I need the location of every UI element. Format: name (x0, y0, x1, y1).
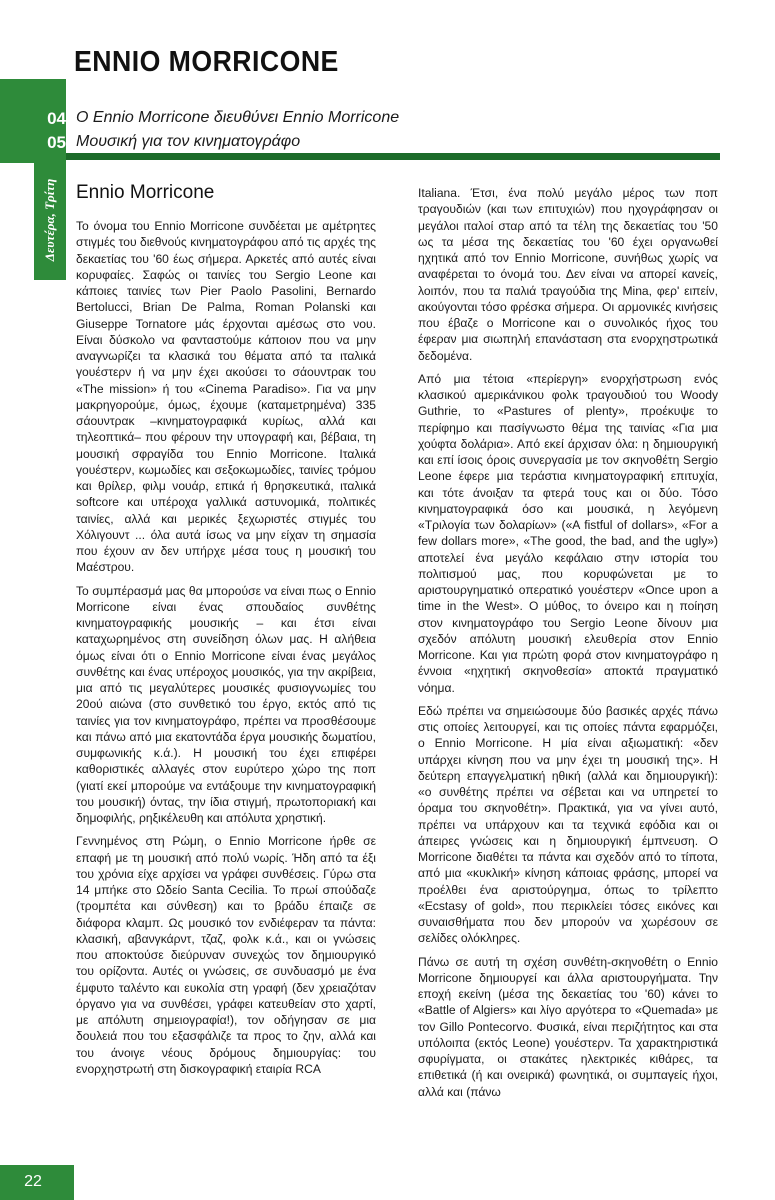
paragraph: Italiana. Έτσι, ένα πολύ μεγάλο μέρος των ποπ τραγουδιών (και των επιτυχιών) που ηχογράφησαν οι μεγάλοι ιταλοί σταρ από τα τέλη της δεκαετίας του '50 ως τα μέσα της δεκαετίας του '60 έχει οργανωθεί ηχητικά από τον Ennio Morricone, συνήθως χωρίς να αναφέρεται το όνομά του. Δεν είναι να απορεί κανείς, λοιπόν, που τα παλιά τραγούδια της Mina, φερ' ειπείν, ακούγονται τόσο φρέσκα σήμερα. Οι αρμονικές κινήσεις που έβαζε ο Morricone και ο συνολικός ήχος του έφεραν μια σιωπηλή επανάσταση στα ενορχηστρωτικά δεδομένα. (418, 186, 718, 363)
paragraph: Από μια τέτοια «περίεργη» ενορχήστρωση ενός κλασικού αμερικάνικου φολκ τραγουδιού του Woody Guthrie, το «Pastures of plenty», προέκυψε το περίφημο και πασίγνωστο θέμα της ταινίας «Για μια χούφτα δολάρια». Από εκεί άρχισαν όλα: η δημιουργική και επί ίσοις όροις συνεργασία με τον σκηνοθέτη Sergio Leone έφερε μια τεράστια κινηματογραφική επιτυχία, και τότε άνοιξαν τα φτερά τους και οι δύο. Τόσο κινηματογραφικά όσο και μουσικά, η λεγόμενη «Τριλογία των δολαρίων» («A fistful of dollars», «For a few dollars more», «The good, the bad, and the ugly») αποτελεί ένα μεγάλο κεφάλαιο στην ιστορία του πολιτισμού μας, που κορυφώνεται με το αριστουργηματικό οπερατικό γουέστερν «Once upon a time in the West». Ο μύθος, το όνειρο και η ποίηση στον κινηματογράφο του Sergio Leone δίνουν μια σχεδόν απόλυτη μουσική ελευθερία στον Ennio Morricone. Και για πρώτη φορά στον κινηματογράφο η έννοια «ηχητική σκηνοθεσία» αποκτά πραγματικό νόημα. (418, 371, 718, 695)
page-number: 22 (24, 1173, 42, 1190)
program-subtitle-first: Ο Ennio Morricone διευθύνει Ennio Morricone (76, 109, 400, 126)
day-number-second: 05 (47, 133, 66, 152)
paragraph: Πάνω σε αυτή τη σχέση συνθέτη-σκηνοθέτη ο Ennio Morricone δημιουργεί και άλλα αριστουργήματα. Την εποχή εκείνη (μέσα της δεκαετίας του '60) κάνει το «Battle of Algiers» και λίγο αργότερα το «Quemada» με τον Gillo Pontecorvo. Φυσικά, είναι περιζήτητος και στα υπόλοιπα (εκτός Leone) γουέστερν. Τα χαρακτηριστικά σφυρίγματα, οι στακάτες ηλεκτρικές κιθάρες, τα επιθετικά (ή και ονειρικά) φωνητικά, οι συμπαγείς ήχοι, αλλά και (πάνω (418, 954, 718, 1099)
article-title: Ennio Morricone (76, 182, 215, 203)
article-column-right (418, 185, 718, 1107)
paragraph: Γεννημένος στη Ρώμη, ο Ennio Morricone ήρθε σε επαφή με τη μουσική από πολύ νωρίς. Ήδη από τα έξι του χρόνια είχε αρχίσει να γράφει συνθέσεις. Γύρω στα 14 μπήκε στο Ωδείο Santa Cecilia. Το πρωί σπούδαζε (τρομπέτα και σύνθεση) και το βράδυ έπαιζε σε διάφορα κλαμπ. Ως μουσικό τον ενδιέφεραν τα πάντα: κλασική, αβανγκάρντ, τζαζ, φολκ κ.ά., και οι γνώσεις που αποκτούσε διεύρυναν συνεχώς τον δημιουργικό του ορίζοντα. Αυτές οι γνώσεις, σε συνδυασμό με ένα έμφυτο ταλέντο και ευκολία στη γραφή (δεν χρειαζόταν όργανο για να συνθέσει, γράφει κατευθείαν στο χαρτί, με απόλυτη σημειογραφία!), τον οδήγησαν σε μια δουλειά που του εξασφάλιζε τα προς το ζην, αλλά και του άνοιγε νέους δρόμους δημιουργίας: του ενορχηστρωτή στη δισκογραφική εταιρία RCA (76, 834, 376, 1076)
article-column-left (76, 218, 376, 1084)
paragraph: Το όνομα του Ennio Morricone συνδέεται με αμέτρητες στιγμές του διεθνούς κινηματογράφου από τις αρχές της δεκαετίας του '60 έως σήμερα. Αρκετές από αυτές είναι κορυφαίες. Σαφώς οι ταινίες του Sergio Leone και κάποιες ταινίες των Pier Paolo Pasolini, Bernardo Bertolucci, Brian De Palma, Roman Polanski και Giuseppe Tornatore μάς έρχονται αμέσως στο νου. Είναι δύσκολο να φανταστούμε κάποιον που να μην αναγνωρίζει τα κλασικά του θέματα από τα ιταλικά γουέστερν ή να μην έχει ακούσει το σάουντρακ του «The mission» ή του «Cinema Paradiso». Για να μην μακρηγορούμε, όμως, έχουμε (καταμετρημένα) 335 σάουντρακ –κινηματογραφικά κυρίως, αλλά και τηλεοπτικά– που φέρουν την υπογραφή και, βέβαια, τη μουσική σφραγίδα του Ennio Morricone. Ιταλικά γουέστερν, κωμωδίες και σεξοκωμωδίες, ταινίες τρόμου και θρίλερ, φιλμ νουάρ, επικά ή θρησκευτικά, ιταλικά softcore και υπέροχα γαλλικά αστυνομικά, πολιτικές ταινίες, αλλά και μερικές ξεχωριστές στιγμές του Χόλιγουντ ... όλα αυτά ίσως να μην είχαν τη σημασία που έχουν αν δεν υπήρχε μέσα τους η μουσική του Μαέστρου. (76, 219, 376, 575)
paragraph: Εδώ πρέπει να σημειώσουμε δύο βασικές αρχές πάνω στις οποίες λειτουργεί, και τις οποίες πάντα εφαρμόζει, ο Ennio Morricone. Η μία είναι αξιωματική: «δεν υπάρχει κίνηση που να μην έχει τη μουσική της». Η δεύτερη επαγγελματική ηθική (αλλά και δημιουργική): «ο συνθέτης πρέπει να σέβεται και να υπηρετεί το όραμα του σκηνοθέτη». Πρακτικά, για να γίνει αυτό, πρέπει να υπάρχουν και τα τεχνικά εφόδια και οι άπειρες γνώσεις και η δημιουργική έμπνευση. Ο Morricone διαθέτει τα πάντα και σχεδόν από το τίποτα, από μια «κυκλική» κίνηση κάποιας φράσης, μπορεί να προέλθει ένα αριστούργημα, όπως το τρίλεπτο «Ecstasy of gold», που περικλείει τόσες εικόνες και συναισθήματα που δεν μπορούν να χωρέσουν σε σελίδες ολόκληρες. (418, 703, 718, 946)
header-divider (66, 153, 720, 160)
day-number-first: 04 (47, 109, 66, 128)
side-tab-label: Δευτέρα, Τρίτη (42, 178, 57, 262)
program-subtitle-second: Μουσική για τον κινηματογράφο (76, 133, 301, 150)
paragraph: Το συμπέρασμά μας θα μπορούσε να είναι πως ο Ennio Morricone είναι ένας σπουδαίος συνθέτης κινηματογραφικής μουσικής – και έτσι είναι καταχωρημένος στη συνείδηση όλων μας. Η αλήθεια όμως είναι ότι ο Ennio Morricone είναι ένας μεγάλος συνθέτης και ένας υπέροχος μουσικός, για την ακρίβεια, μια από τις μεγαλύτερες μουσικές φυσιογνωμίες του 20ού αιώνα (στο συνθετικό του έργο, εκτός από τις ταινίες για τον κινηματογράφο, πρέπει να προσθέσουμε και πάνω από μια εκατοντάδα έργα μουσικής δωματίου, συμφωνικής κ.ά.). Η μουσική του έχει επιφέρει καθοριστικές αλλαγές στον ευρύτερο χώρο της ποπ (γιατί εκεί μπορούμε να εντάξουμε την κινηματογραφική του μουσική) όντας, την ίδια στιγμή, πρωτοποριακή και δημοφιλής, ρηξικέλευθη και απόλυτα χρηστική. (76, 583, 376, 825)
page-title: ENNIO MORRICONE (74, 46, 339, 78)
